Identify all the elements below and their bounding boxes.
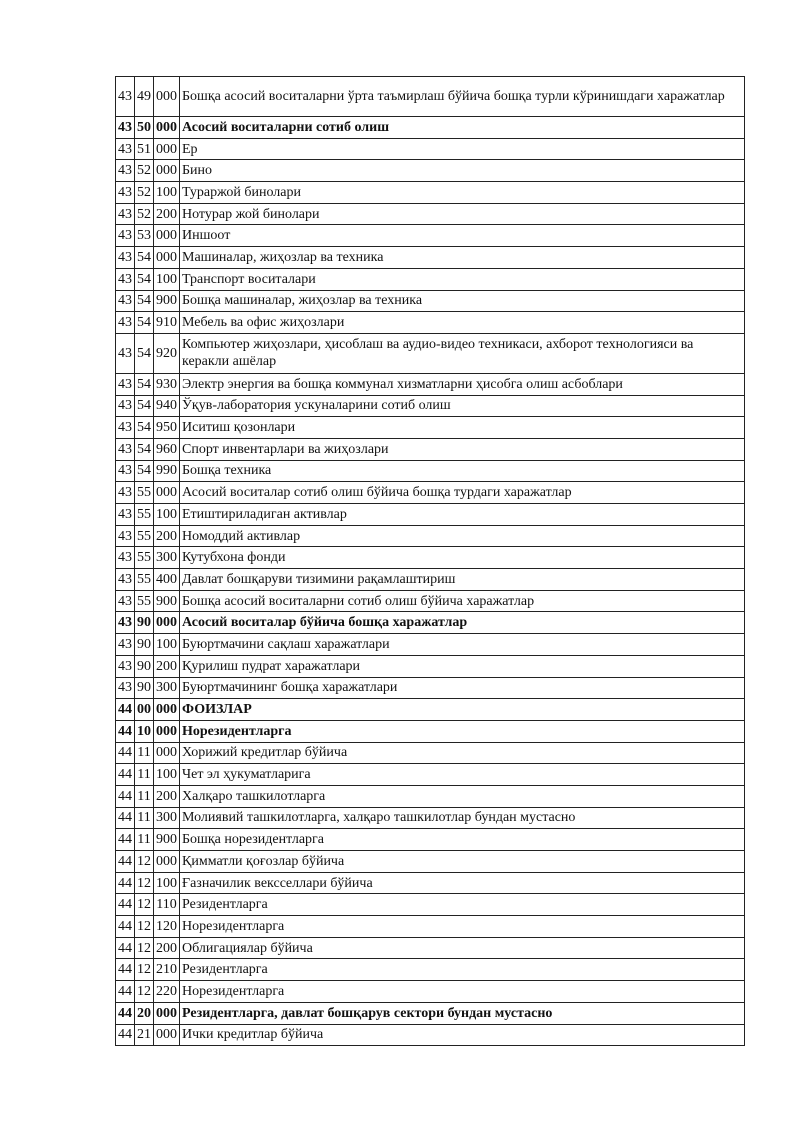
code-article-cell: 54 [135,290,154,312]
code-group-cell: 43 [116,333,135,373]
description-cell: Етиштириладиган активлар [180,504,745,526]
code-group-cell: 43 [116,160,135,182]
code-item-cell: 300 [154,677,180,699]
code-group-cell: 43 [116,373,135,395]
code-group-cell: 43 [116,590,135,612]
description-cell: Ғазначилик вексcеллари бўйича [180,872,745,894]
code-article-cell: 21 [135,1024,154,1046]
code-group-cell: 44 [116,916,135,938]
code-item-cell: 300 [154,547,180,569]
code-group-cell: 43 [116,225,135,247]
description-cell: Асосий воситаларни сотиб олиш [180,117,745,139]
description-cell: Электр энергия ва бошқа коммунал хизматларни ҳисобга олиш асбоблари [180,373,745,395]
code-article-cell: 12 [135,959,154,981]
table-row [116,807,745,829]
description-cell: Бошқа машиналар, жиҳозлар ва техника [180,290,745,312]
description-cell: Транспорт воситалари [180,268,745,290]
code-group-cell: 44 [116,699,135,721]
code-article-cell: 20 [135,1002,154,1024]
table-row [116,655,745,677]
description-cell: Буюртмачининг бошқа харажатлари [180,677,745,699]
table-row [116,1024,745,1046]
description-cell: Буюртмачини сақлаш харажатлари [180,634,745,656]
description-cell: Хорижий кредитлар бўйича [180,742,745,764]
code-item-cell: 000 [154,77,180,117]
code-group-cell: 44 [116,785,135,807]
code-article-cell: 55 [135,590,154,612]
code-article-cell: 10 [135,720,154,742]
code-group-cell: 43 [116,504,135,526]
code-article-cell: 11 [135,742,154,764]
description-cell: Машиналар, жиҳозлар ва техника [180,247,745,269]
code-article-cell: 54 [135,268,154,290]
description-cell: Кутубхона фонди [180,547,745,569]
code-group-cell: 44 [116,981,135,1003]
table-row [116,720,745,742]
description-cell: ФОИЗЛАР [180,699,745,721]
table-row [116,634,745,656]
table-row [116,117,745,139]
description-cell: Иситиш қозонлари [180,417,745,439]
table-row [116,460,745,482]
code-article-cell: 90 [135,677,154,699]
code-article-cell: 11 [135,807,154,829]
code-article-cell: 52 [135,182,154,204]
description-cell: Резидентларга, давлат бошқарув сектори бундан мустасно [180,1002,745,1024]
description-cell: Ўқув-лаборатория ускуналарини сотиб олиш [180,395,745,417]
description-cell: Иншоот [180,225,745,247]
code-article-cell: 54 [135,312,154,334]
code-article-cell: 12 [135,937,154,959]
code-article-cell: 53 [135,225,154,247]
table-row [116,1002,745,1024]
table-row [116,764,745,786]
code-item-cell: 900 [154,829,180,851]
code-group-cell: 43 [116,77,135,117]
table-row [116,138,745,160]
table-row [116,77,745,117]
code-article-cell: 90 [135,612,154,634]
table-row [116,981,745,1003]
table-row [116,373,745,395]
code-group-cell: 43 [116,395,135,417]
code-item-cell: 100 [154,268,180,290]
code-item-cell: 940 [154,395,180,417]
code-group-cell: 43 [116,203,135,225]
table-row [116,937,745,959]
code-item-cell: 950 [154,417,180,439]
table-row [116,203,745,225]
code-article-cell: 12 [135,851,154,873]
code-item-cell: 910 [154,312,180,334]
code-item-cell: 100 [154,182,180,204]
code-article-cell: 12 [135,872,154,894]
code-item-cell: 100 [154,872,180,894]
code-group-cell: 44 [116,872,135,894]
code-article-cell: 55 [135,504,154,526]
code-article-cell: 00 [135,699,154,721]
code-group-cell: 43 [116,438,135,460]
table-row [116,482,745,504]
code-group-cell: 43 [116,655,135,677]
description-cell: Молиявий ташкилотларга, халқаро ташкилотлар бундан мустасно [180,807,745,829]
description-cell: Халқаро ташкилотларга [180,785,745,807]
table-row [116,268,745,290]
code-article-cell: 11 [135,829,154,851]
description-cell: Нотурар жой бинолари [180,203,745,225]
description-cell: Бошқа асосий воситаларни ўрта таъмирлаш бўйича бошқа турли кўринишдаги харажатлар [180,77,745,117]
code-article-cell: 11 [135,785,154,807]
code-article-cell: 55 [135,525,154,547]
table-row [116,569,745,591]
budget-classification-table [115,76,745,1046]
code-item-cell: 100 [154,634,180,656]
description-cell: Компьютер жиҳозлари, ҳисоблаш ва аудио-видео техникаси, ахборот технологияси ва керакли ашёлар [180,333,745,373]
code-group-cell: 43 [116,677,135,699]
table-row [116,290,745,312]
code-article-cell: 54 [135,247,154,269]
code-article-cell: 50 [135,117,154,139]
table-row [116,677,745,699]
code-item-cell: 100 [154,504,180,526]
code-item-cell: 000 [154,1002,180,1024]
code-group-cell: 44 [116,807,135,829]
code-group-cell: 43 [116,460,135,482]
code-item-cell: 000 [154,720,180,742]
code-item-cell: 110 [154,894,180,916]
code-group-cell: 43 [116,569,135,591]
description-cell: Бошқа норезидентларга [180,829,745,851]
table-row [116,160,745,182]
table-row [116,225,745,247]
code-group-cell: 43 [116,312,135,334]
code-item-cell: 000 [154,138,180,160]
description-cell: Мебель ва офис жиҳозлари [180,312,745,334]
description-cell: Спорт инвентарлари ва жиҳозлари [180,438,745,460]
table-row [116,547,745,569]
code-article-cell: 90 [135,634,154,656]
code-group-cell: 43 [116,525,135,547]
table-row [116,699,745,721]
code-group-cell: 43 [116,417,135,439]
code-item-cell: 900 [154,290,180,312]
description-cell: Бино [180,160,745,182]
code-article-cell: 54 [135,438,154,460]
code-item-cell: 200 [154,525,180,547]
description-cell: Бошқа асосий воситаларни сотиб олиш бўйича харажатлар [180,590,745,612]
code-item-cell: 000 [154,160,180,182]
table-row [116,916,745,938]
table-row [116,247,745,269]
code-group-cell: 44 [116,894,135,916]
code-item-cell: 220 [154,981,180,1003]
table-row [116,395,745,417]
description-cell: Номоддий активлар [180,525,745,547]
code-article-cell: 54 [135,373,154,395]
description-cell: Облигациялар бўйича [180,937,745,959]
table-row [116,851,745,873]
description-cell: Қурилиш пудрат харажатлари [180,655,745,677]
code-article-cell: 51 [135,138,154,160]
code-group-cell: 43 [116,117,135,139]
code-group-cell: 44 [116,1002,135,1024]
code-article-cell: 52 [135,160,154,182]
code-item-cell: 990 [154,460,180,482]
code-item-cell: 400 [154,569,180,591]
code-item-cell: 000 [154,742,180,764]
description-cell: Қимматли қоғозлар бўйича [180,851,745,873]
code-article-cell: 54 [135,333,154,373]
description-cell: Давлат бошқаруви тизимини рақамлаштириш [180,569,745,591]
description-cell: Чет эл ҳукуматларига [180,764,745,786]
description-cell: Норезидентларга [180,916,745,938]
code-article-cell: 90 [135,655,154,677]
table-row [116,742,745,764]
code-item-cell: 000 [154,247,180,269]
description-cell: Асосий воситалар бўйича бошқа харажатлар [180,612,745,634]
code-article-cell: 54 [135,395,154,417]
code-article-cell: 52 [135,203,154,225]
code-item-cell: 000 [154,1024,180,1046]
code-group-cell: 44 [116,851,135,873]
code-item-cell: 000 [154,117,180,139]
code-group-cell: 43 [116,547,135,569]
code-item-cell: 200 [154,655,180,677]
description-cell: Ер [180,138,745,160]
table-row [116,525,745,547]
code-group-cell: 44 [116,720,135,742]
table-row [116,182,745,204]
code-item-cell: 120 [154,916,180,938]
code-article-cell: 55 [135,482,154,504]
code-group-cell: 43 [116,290,135,312]
code-article-cell: 54 [135,417,154,439]
code-group-cell: 44 [116,829,135,851]
code-item-cell: 000 [154,699,180,721]
code-group-cell: 44 [116,937,135,959]
table-row [116,504,745,526]
code-group-cell: 43 [116,182,135,204]
description-cell: Резидентларга [180,894,745,916]
description-cell: Ички кредитлар бўйича [180,1024,745,1046]
code-article-cell: 12 [135,894,154,916]
code-item-cell: 000 [154,482,180,504]
code-group-cell: 43 [116,482,135,504]
table-row [116,333,745,373]
code-article-cell: 49 [135,77,154,117]
code-group-cell: 44 [116,1024,135,1046]
code-article-cell: 54 [135,460,154,482]
code-group-cell: 44 [116,764,135,786]
code-group-cell: 44 [116,959,135,981]
table-row [116,312,745,334]
code-article-cell: 11 [135,764,154,786]
code-article-cell: 55 [135,547,154,569]
code-group-cell: 43 [116,268,135,290]
table-row [116,590,745,612]
table-row [116,959,745,981]
description-cell: Бошқа техника [180,460,745,482]
description-cell: Резидентларга [180,959,745,981]
code-item-cell: 210 [154,959,180,981]
code-article-cell: 12 [135,981,154,1003]
code-item-cell: 930 [154,373,180,395]
code-group-cell: 43 [116,138,135,160]
table-row [116,612,745,634]
code-item-cell: 100 [154,764,180,786]
table-row [116,417,745,439]
document-page [115,76,745,1046]
table-row [116,894,745,916]
code-item-cell: 000 [154,225,180,247]
code-group-cell: 43 [116,612,135,634]
table-row [116,872,745,894]
code-item-cell: 000 [154,612,180,634]
code-item-cell: 920 [154,333,180,373]
code-group-cell: 43 [116,634,135,656]
description-cell: Норезидентларга [180,981,745,1003]
code-item-cell: 000 [154,851,180,873]
description-cell: Тураржой бинолари [180,182,745,204]
table-row [116,829,745,851]
description-cell: Норезидентларга [180,720,745,742]
code-article-cell: 55 [135,569,154,591]
code-item-cell: 900 [154,590,180,612]
code-group-cell: 43 [116,247,135,269]
code-item-cell: 300 [154,807,180,829]
description-cell: Асосий воситалар сотиб олиш бўйича бошқа турдаги харажатлар [180,482,745,504]
code-item-cell: 200 [154,203,180,225]
code-group-cell: 44 [116,742,135,764]
code-item-cell: 200 [154,785,180,807]
code-item-cell: 200 [154,937,180,959]
code-item-cell: 960 [154,438,180,460]
table-row [116,785,745,807]
code-article-cell: 12 [135,916,154,938]
table-body [116,77,745,1046]
table-row [116,438,745,460]
